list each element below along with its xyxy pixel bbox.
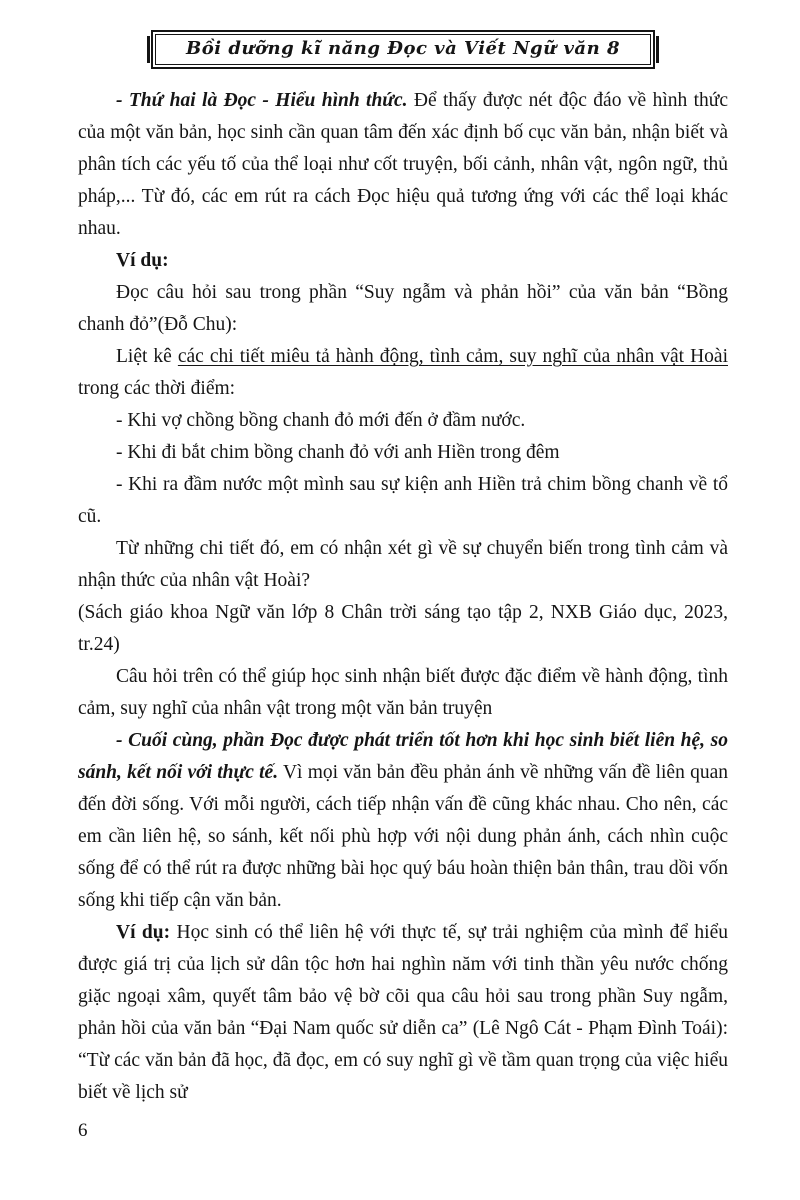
para-question: [78, 533, 728, 597]
liet-ke-underlined: các chi tiết miêu tả hành động, tình cảm, suy nghĩ của nhân vật Hoài: [177, 346, 728, 367]
para-doc-hieu-hinh-thuc: [78, 85, 728, 245]
vi-du-2-label: Ví dụ:: [116, 922, 171, 943]
para-quote-intro: [78, 277, 728, 341]
page-body: [78, 85, 728, 1109]
page-header: [78, 30, 728, 69]
book-title: Bồi dưỡng kĩ năng Đọc và Viết Ngữ văn 8: [186, 38, 620, 59]
para-text-thu-hai: Để thấy được nét độc đáo về hình thức của một văn bản, học sinh cần quan tâm đến xác định bố cục văn bản, nhận biết và phân tích các yếu tố của thể loại như cốt truyện, bối cảnh, nhân vật, ngôn ngữ, thủ pháp,... Từ đó, các em rút ra cách Đọc hiệu quả tương ứng với các thể loại khác nhau.: [78, 90, 728, 239]
para-text-cuoi-cung: Vì mọi văn bản đều phản ánh về những vấn đề liên quan đến đời sống. Với mỗi người, cách tiếp nhận vấn đề cũng khác nhau. Cho nên, các em cần liên hệ, so sánh, kết nối phù hợp với nội dung phản ánh, cách nhìn cuộc sống để có thể rút ra được những bài học quý báu hoàn thiện bản thân, trau dồi vốn sống khi tiếp cận văn bản.: [78, 762, 728, 911]
para-lead-thu-hai: - Thứ hai là Đọc - Hiểu hình thức.: [116, 90, 408, 111]
comment-text: Câu hỏi trên có thể giúp học sinh nhận biết được đặc điểm về hành động, tình cảm, suy nghĩ của nhân vật trong một văn bản truyện: [78, 666, 728, 719]
list-item-2-text: - Khi đi bắt chim bồng chanh đỏ với anh Hiền trong đêm: [116, 442, 560, 463]
vi-du-2-text: Học sinh có thể liên hệ với thực tế, sự trải nghiệm của mình để hiểu được giá trị của lịch sử dân tộc hơn hai nghìn năm với tinh thần yêu nước chống giặc ngoại xâm, quyết tâm bảo vệ bờ cõi qua câu hỏi sau trong phần Suy ngẫm, phản hồi của văn bản “Đại Nam quốc sử diễn ca” (Lê Ngô Cát - Phạm Đình Toái): “Từ các văn bản đã học, đã đọc, em có suy nghĩ gì về tầm quan trọng của việc hiểu biết về lịch sử: [78, 922, 728, 1103]
page-number: 6: [78, 1120, 88, 1141]
list-item-1-text: - Khi vợ chồng bồng chanh đỏ mới đến ở đầm nước.: [116, 410, 526, 431]
source-citation-text: (Sách giáo khoa Ngữ văn lớp 8 Chân trời sáng tạo tập 2, NXB Giáo dục, 2023, tr.24): [78, 602, 728, 655]
list-item-3-text: - Khi ra đầm nước một mình sau sự kiện anh Hiền trả chim bồng chanh về tổ cũ.: [78, 474, 728, 527]
liet-ke-pre: Liệt kê: [116, 346, 178, 367]
quote-intro-text: Đọc câu hỏi sau trong phần “Suy ngẫm và phản hồi” của văn bản “Bồng chanh đỏ”(Đỗ Chu):: [78, 282, 728, 335]
liet-ke-post: trong các thời điểm:: [78, 378, 236, 399]
para-source-citation: [78, 597, 728, 661]
para-lead-cuoi-cung: - Cuối cùng, phần Đọc được phát triển tốt hơn khi học sinh biết liên hệ, so sánh, kết nối với thực tế.: [78, 730, 728, 783]
header-title-box-inner: [155, 34, 651, 65]
label-vi-du-1: [78, 245, 728, 277]
para-vi-du-2: [78, 917, 728, 1109]
list-item-3: [78, 469, 728, 533]
header-title-box: [151, 30, 655, 69]
question-text: Từ những chi tiết đó, em có nhận xét gì về sự chuyển biến trong tình cảm và nhận thức của nhân vật Hoài?: [78, 538, 728, 591]
para-cuoi-cung: [78, 725, 728, 917]
para-liet-ke: [78, 341, 728, 405]
para-comment: [78, 661, 728, 725]
list-item-1: [78, 405, 728, 437]
list-item-2: [78, 437, 728, 469]
vi-du-label: Ví dụ:: [116, 250, 169, 271]
